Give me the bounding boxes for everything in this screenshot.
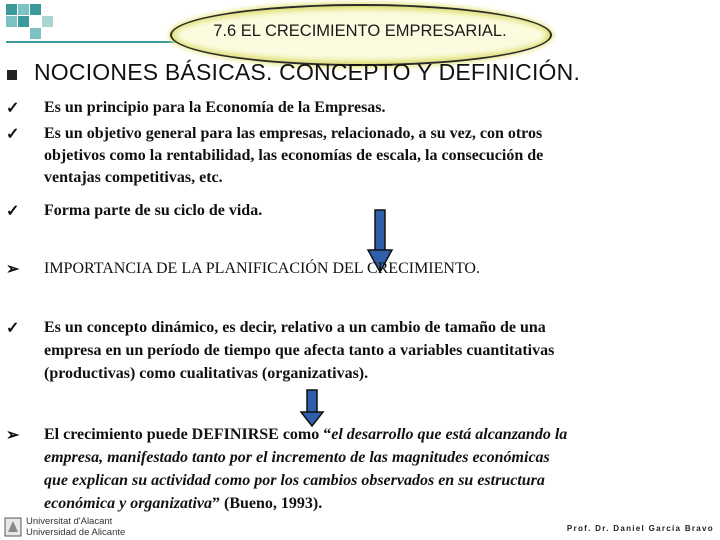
definition-line-2: empresa, manifestado tanto por el incremento de las magnitudes económicas xyxy=(44,449,550,466)
definition-line-3: que explican su actividad como por los cambios observados en su estructura xyxy=(44,472,545,489)
author-credit: Prof. Dr. Daniel García Bravo xyxy=(566,524,714,533)
square-bullet-icon xyxy=(7,70,17,80)
check-item-2: Es un objetivo general para las empresas, relacionado, a su vez, con otros xyxy=(44,125,543,142)
dynamic-line-1: Es un concepto dinámico, es decir, relativo a un cambio de tamaño de una xyxy=(44,319,546,336)
importance-line: IMPORTANCIA DE LA PLANIFICACIÓN DEL CRECIMIENTO. xyxy=(44,260,480,277)
check-icon: ✓ xyxy=(6,126,20,143)
dynamic-line-3: (productivas) como cualitativas (organizativas). xyxy=(44,365,369,382)
down-arrow-icon xyxy=(300,388,326,428)
main-heading: NOCIONES BÁSICAS. CONCEPTO Y DEFINICIÓN. xyxy=(34,59,581,85)
check-icon: ✓ xyxy=(6,100,20,117)
check-item-2-cont: objetivos como la rentabilidad, las economías de escala, la consecución de xyxy=(44,147,544,164)
university-seal-icon xyxy=(4,517,22,537)
arrow-bullet-icon: ➢ xyxy=(6,427,20,444)
logo-line-1: Universitat d'Alacant xyxy=(26,516,113,527)
slide-title: 7.6 EL CRECIMIENTO EMPRESARIAL. xyxy=(213,22,507,40)
check-item-1: Es un principio para la Economía de la Empresas. xyxy=(44,99,386,116)
university-logo xyxy=(4,515,144,539)
check-item-3: Forma parte de su ciclo de vida. xyxy=(44,202,263,219)
check-item-2-cont: ventajas competitivas, etc. xyxy=(44,169,223,186)
logo-line-2: Universidad de Alicante xyxy=(26,527,126,538)
dynamic-line-2: empresa en un período de tiempo que afecta tanto a variables cuantitativas xyxy=(44,342,555,359)
arrow-bullet-icon: ➢ xyxy=(6,261,20,278)
check-icon: ✓ xyxy=(6,320,20,337)
check-icon: ✓ xyxy=(6,203,20,220)
definition-line-4: económica y organizativa” (Bueno, 1993). xyxy=(44,495,323,512)
definition-line-1: El crecimiento puede DEFINIRSE como “el desarrollo que está alcanzando la xyxy=(44,426,568,443)
